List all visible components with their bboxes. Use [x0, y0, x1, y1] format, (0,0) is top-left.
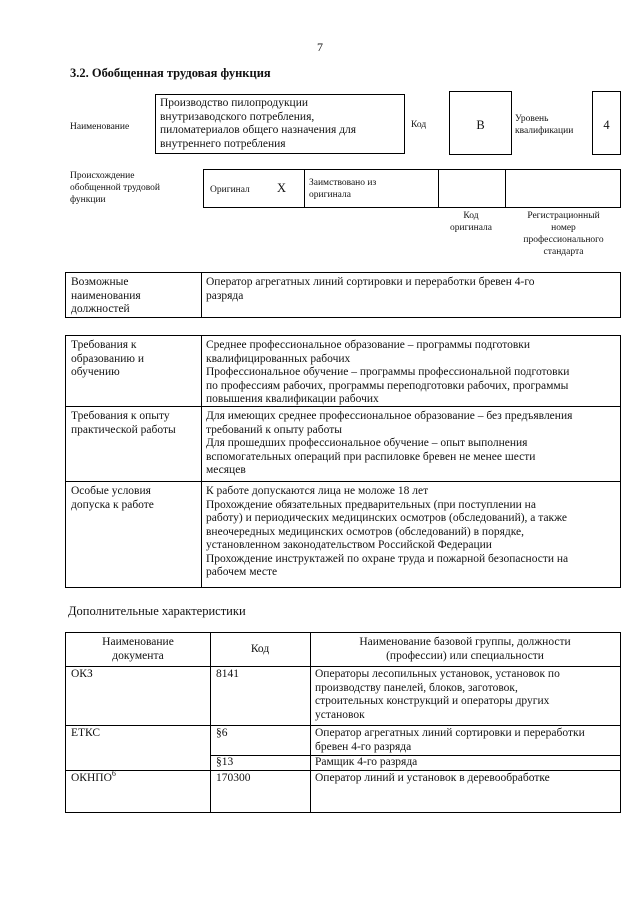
admission-value: [206, 485, 568, 580]
function-name-line: пиломатериалов общего назначения для: [160, 124, 357, 136]
row-code: 170300: [216, 772, 251, 784]
experience-label-line: Требования к опыту: [71, 410, 170, 422]
borrowed-label-line: оригинала: [309, 190, 351, 200]
level-value-box: 4: [592, 91, 621, 155]
additional-table: [65, 632, 621, 813]
origin-label-line: функции: [70, 195, 106, 205]
reg-number-line: профессионального: [523, 235, 604, 245]
education-label: [71, 339, 144, 380]
col-document-header-line: документа: [112, 649, 164, 662]
row-name-line: Оператор линий и установок в деревообработке: [315, 772, 550, 784]
reg-number-caption: [506, 210, 621, 258]
admission-label: [71, 485, 154, 512]
function-name-line: внутреннего потребления: [160, 137, 286, 150]
code-original-line: Код: [463, 211, 479, 221]
row-name-line: Оператор агрегатных линий сортировки и переработки: [315, 727, 585, 739]
additional-title: Дополнительные характеристики: [68, 604, 246, 618]
row-name-line: Операторы лесопильных установок, установок по: [315, 668, 560, 680]
education-value: [206, 339, 569, 407]
col-code-header: Код: [250, 643, 270, 655]
level-label: [515, 113, 573, 137]
experience-value-line: Для имеющих среднее профессиональное образование – без предъявления: [206, 410, 573, 422]
experience-label: [71, 410, 176, 437]
col-name-header-line: Наименование базовой группы, должности: [359, 636, 571, 648]
reg-number-line: стандарта: [543, 247, 584, 257]
name-label: Наименование: [70, 122, 130, 132]
positions-label-line: Возможные: [71, 276, 129, 288]
row-code: 8141: [216, 668, 239, 680]
positions-value-line: Оператор агрегатных линий сортировки и переработки бревен 4-го: [206, 276, 535, 288]
function-name-box: [155, 94, 405, 154]
level-label-line: квалификации: [515, 126, 574, 136]
admission-value-line: внеочередных медицинских осмотров (обследований) в порядке,: [206, 525, 525, 538]
education-value-line: по профессиям рабочих, программы переподготовки рабочих, программы: [206, 379, 569, 392]
col-name-header: [310, 636, 620, 663]
education-label-line: Требования к: [71, 339, 137, 351]
origin-label-line: Происхождение: [70, 171, 135, 181]
positions-value: [206, 276, 535, 303]
row-document: [71, 769, 116, 786]
row-name: [315, 727, 585, 754]
row-name-line: бревен 4-го разряда: [315, 740, 412, 753]
footnote-mark: 6: [111, 769, 116, 779]
function-name-line: Производство пилопродукции: [160, 97, 309, 109]
experience-value-line: месяцев: [206, 464, 246, 476]
row-code: §13: [216, 756, 234, 768]
col-document-header-line: Наименование: [102, 636, 174, 648]
positions-label-line: должностей: [71, 303, 130, 315]
experience-value: [206, 410, 572, 478]
reg-number-line: Регистрационный: [527, 211, 600, 221]
origin-table: [203, 169, 621, 208]
row-name: [315, 668, 560, 722]
admission-value-line: работу) и периодических медицинских осмотров (обследований), а также: [206, 512, 568, 524]
row-name: [315, 756, 417, 770]
admission-value-line: рабочем месте: [206, 566, 278, 578]
reg-number-line: номер: [551, 223, 576, 233]
origin-label: [70, 170, 160, 206]
row-name-line: установок: [315, 708, 365, 721]
original-label: Оригинал: [210, 185, 250, 195]
education-value-line: Среднее профессиональное образование – программы подготовки: [206, 339, 531, 351]
admission-label-line: Особые условия: [71, 485, 151, 497]
row-name-line: Рамщик 4-го разряда: [315, 756, 418, 768]
row-name-line: производству панелей, блоков, заготовок,: [315, 681, 518, 694]
borrowed-label-line: Заимствовано из: [309, 178, 377, 188]
experience-value-line: вспомогательных операций при распиловке бревен не менее шести: [206, 450, 536, 463]
experience-label-line: практической работы: [71, 423, 176, 436]
positions-value-line: разряда: [206, 289, 244, 302]
admission-label-line: допуска к работе: [71, 498, 154, 511]
row-document: ЕТКС: [71, 727, 101, 739]
row-document-text: ОКНПО: [71, 772, 112, 784]
positions-label: [71, 276, 141, 317]
education-value-line: Профессиональное обучение – программы профессиональной подготовки: [206, 366, 570, 378]
education-label-line: образованию и: [71, 352, 144, 365]
borrowed-label: [309, 177, 376, 201]
col-document-header: [66, 636, 210, 663]
original-mark: X: [277, 181, 287, 195]
code-value-box: B: [449, 91, 512, 155]
row-document: ОКЗ: [71, 668, 93, 680]
education-label-line: обучению: [71, 366, 120, 378]
admission-value-line: Прохождение обязательных предварительных (при поступлении на: [206, 498, 536, 511]
code-original-line: оригинала: [450, 223, 492, 233]
positions-table: [65, 272, 621, 318]
function-name-line: внутризаводского потребления,: [160, 110, 315, 123]
level-label-line: Уровень: [515, 114, 549, 124]
section-title: 3.2. Обобщенная трудовая функция: [70, 66, 271, 80]
origin-label-line: обобщенной трудовой: [70, 183, 160, 193]
positions-label-line: наименования: [71, 289, 141, 302]
row-code: §6: [216, 727, 228, 739]
admission-value-line: установленном законодательством Российской Федерации: [206, 539, 492, 551]
admission-value-line: К работе допускаются лица не моложе 18 лет: [206, 485, 429, 497]
code-label: Код: [411, 120, 427, 130]
experience-value-line: требований к опыту работы: [206, 423, 342, 436]
page-number: 7: [317, 40, 323, 54]
col-name-header-line: (профессии) или специальности: [386, 649, 544, 662]
admission-value-line: Прохождение инструктажей по охране труда и пожарной безопасности на: [206, 552, 569, 565]
row-name-line: строительных конструкций и операторы других: [315, 695, 550, 707]
experience-value-line: Для прошедших профессиональное обучение – опыт выполнения: [206, 437, 528, 449]
education-value-line: квалифицированных рабочих: [206, 352, 351, 365]
education-value-line: повышения квалификации рабочих: [206, 393, 379, 405]
code-original-caption: [437, 210, 505, 234]
row-name: [315, 772, 550, 786]
requirements-table: [65, 335, 621, 588]
